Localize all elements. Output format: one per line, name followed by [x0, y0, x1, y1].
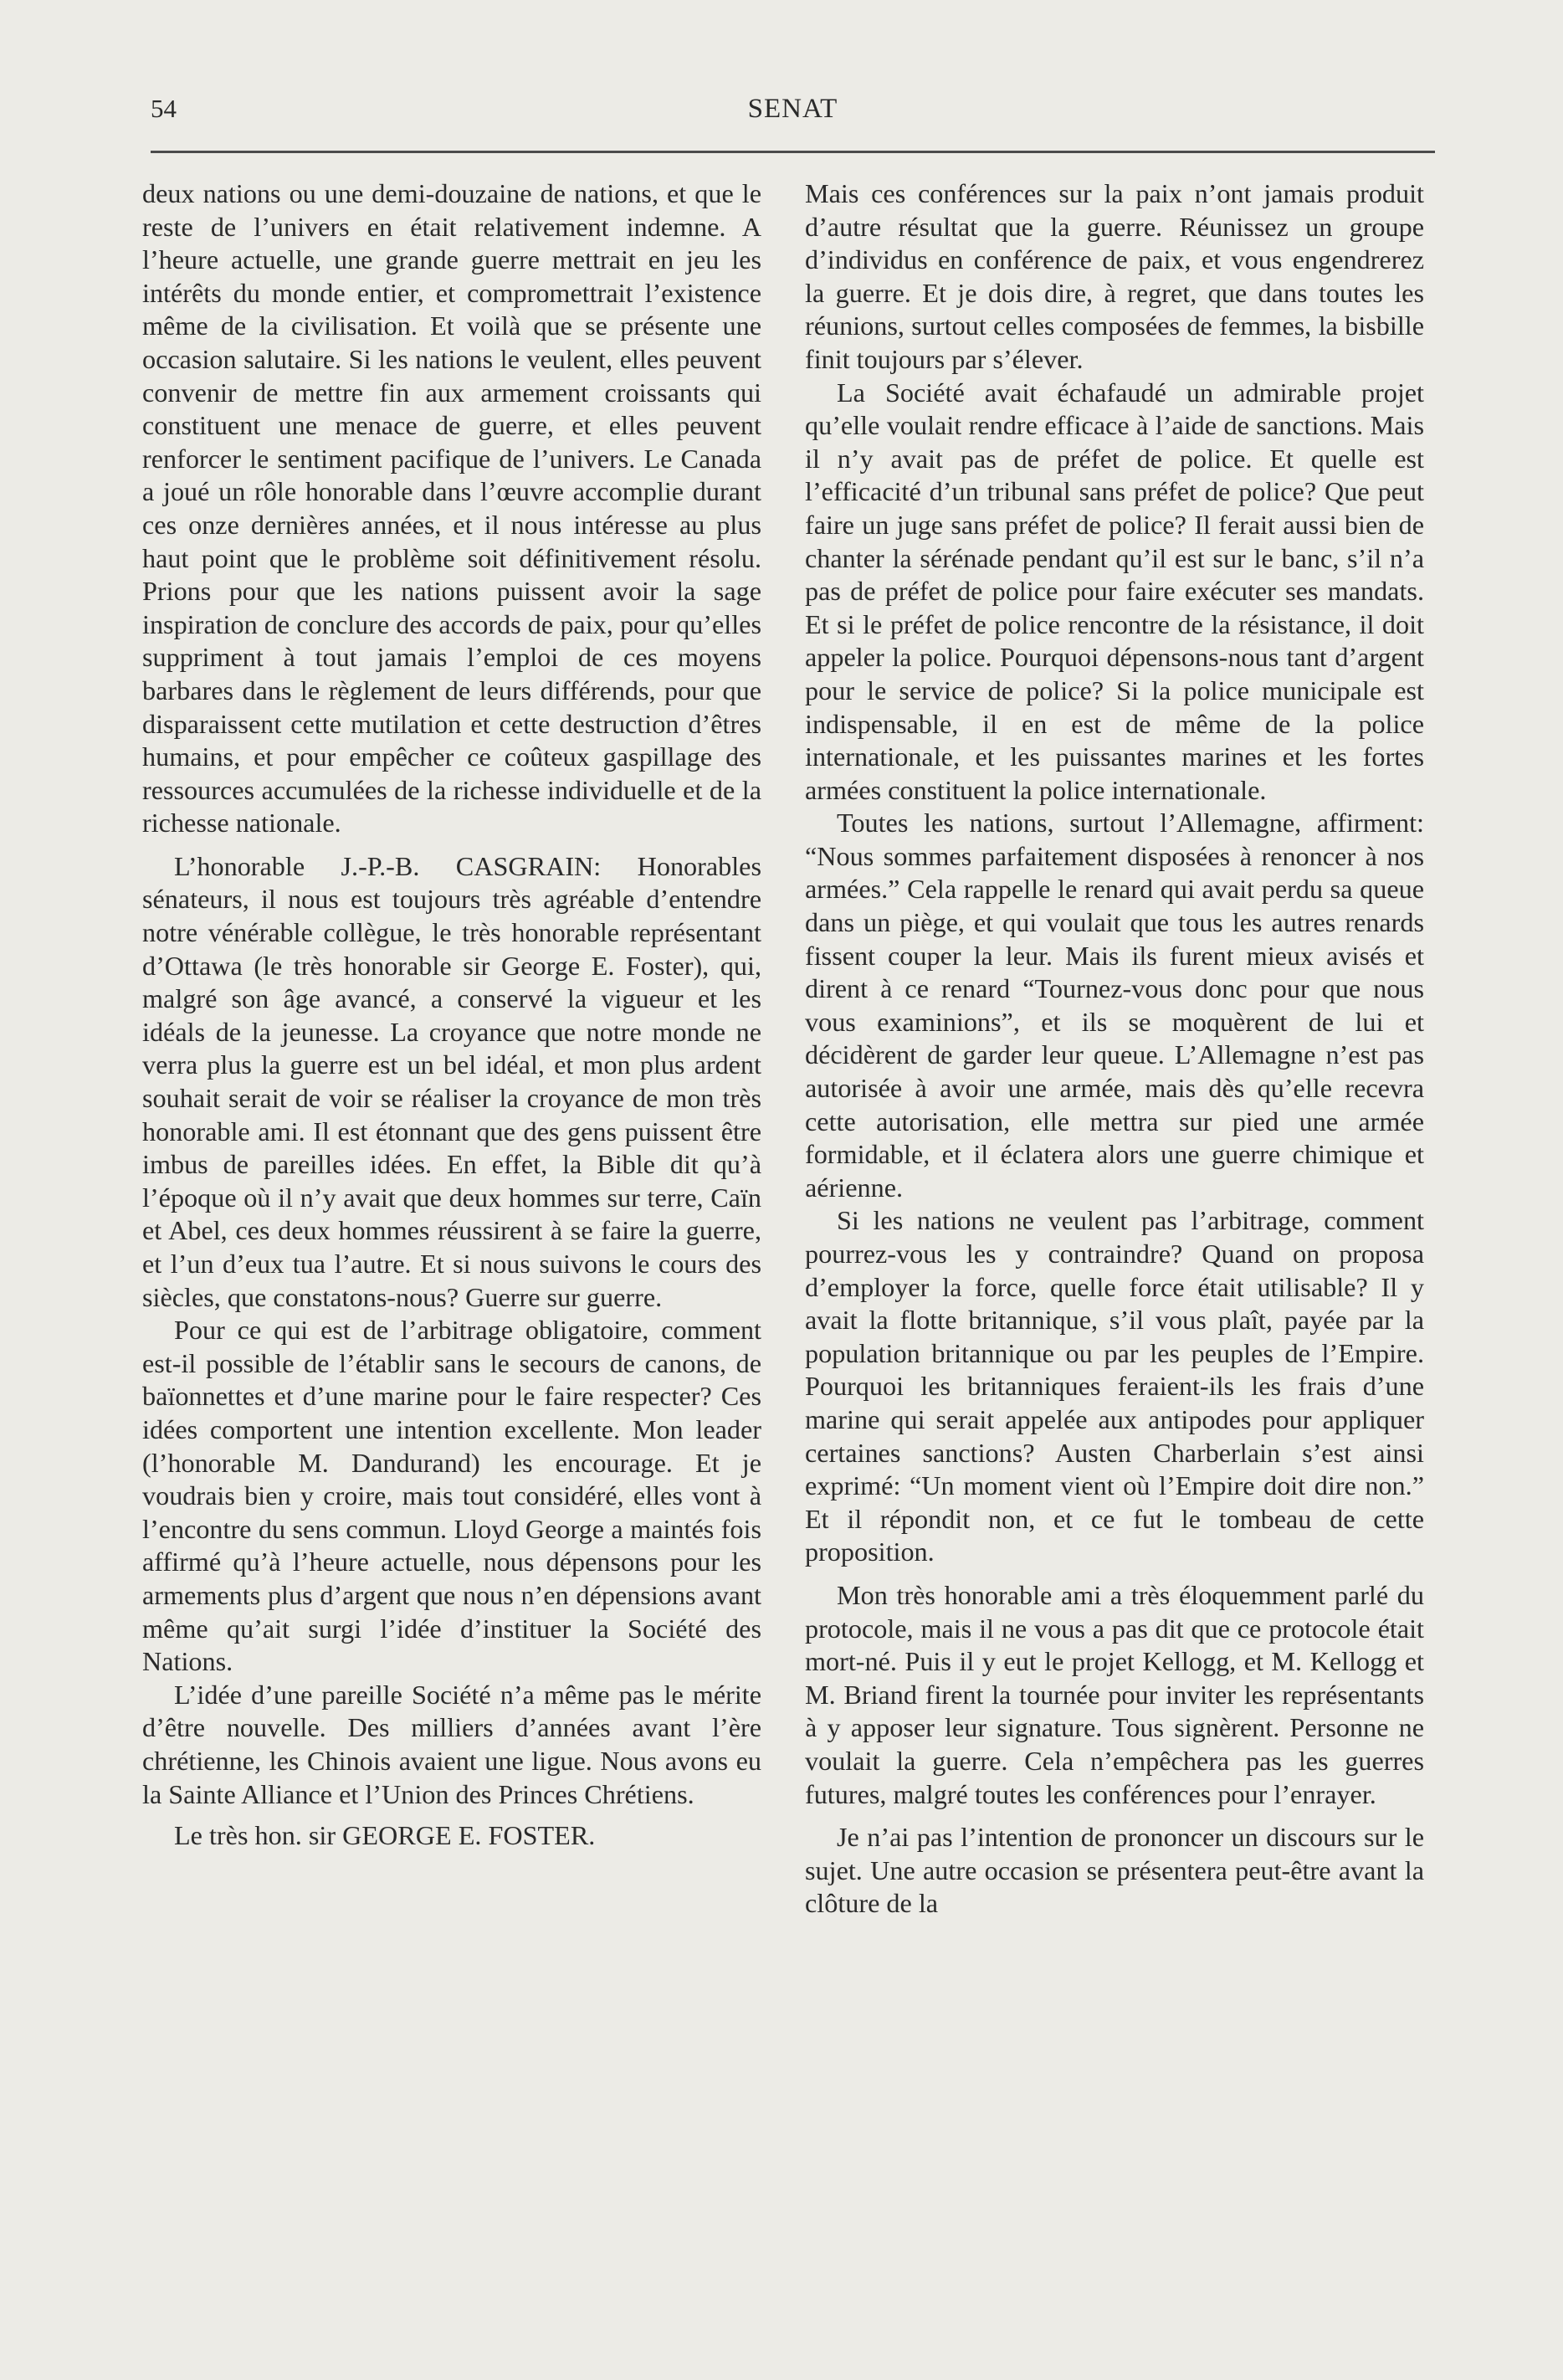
paragraph: deux nations ou une demi-douzaine de nations, et que le reste de l’univers en était relativement indemne. A l’heure actuelle, une grande guerre mettrait en jeu les intérêts du monde entier, et compromettrait l’existence même de la civilisation. Et voilà que se présente une occasion salutaire. Si les nations le veulent, elles peuvent convenir de mettre fin aux armement croissants qui constituent une menace de guerre, et elles peuvent renforcer le sentiment pacifique de l’univers. Le Canada a joué un rôle honorable dans l’œuvre accomplie durant ces onze dernières années, et il nous intéresse au plus haut point que le problème soit définitivement résolu. Prions pour que les nations puissent avoir la sage inspiration de conclure des accords de paix, pour qu’elles suppriment à tout jamais l’emploi de ces moyens barbares dans le règlement de leurs différends, pour que disparaissent cette mutilation et cette destruction d’êtres humains, et pour empêcher ce coûteux gaspillage des ressources accumulées de la richesse individuelle et de la richesse nationale.	[142, 178, 761, 839]
paragraph: Toutes les nations, surtout l’Allemagne, affirment: “Nous sommes parfaitement disposées à renoncer à nos armées.” Cela rappelle le renard qui avait perdu sa queue dans un piège, et qui voulait que tous les autres renards fissent couper la leur. Mais ils furent mieux avisés et dirent à ce renard “Tournez-vous donc pour que nous vous examinions”, et ils se moquèrent de lui et décidèrent de garder leur queue. L’Allemagne n’est pas autorisée à avoir une armée, mais dès qu’elle recevra cette autorisation, elle mettra sur pied une armée formidable, et il éclatera alors une guerre chimique et aérienne.	[805, 808, 1424, 1203]
paragraph: Je n’ai pas l’intention de prononcer un discours sur le sujet. Une autre occasion se présentera peut-être avant la clôture de la	[805, 1822, 1424, 1919]
paragraph: Mon très honorable ami a très éloquemment parlé du protocole, mais il ne vous a pas dit que ce protocole était mort-né. Puis il y eut le projet Kellogg, et M. Kellogg et M. Briand firent la tournée pour inviter les représentants à y apposer leur signature. Tous signèrent. Personne ne voulait la guerre. Cela n’empêchera pas les guerres futures, malgré toutes les conférences pour l’enrayer.	[805, 1579, 1424, 1809]
paragraph: Mais ces conférences sur la paix n’ont jamais produit d’autre résultat que la guerre. Réunissez un groupe d’individus en conférence de paix, et vous engendrerez la guerre. Et je dois dire, à regret, que dans toutes les réunions, surtout celles composées de femmes, la bisbille finit toujours par s’élever.	[805, 178, 1424, 374]
page-number: 54	[151, 94, 177, 123]
header-rule	[151, 151, 1435, 153]
paragraph: Si les nations ne veulent pas l’arbitrage, comment pourrez-vous les y contraindre? Quand on proposa d’employer la force, quelle force était utilisable? Il y avait la flotte britannique, s’il vous plaît, payée par la population britannique ou par les peuples de l’Empire. Pourquoi les britanniques feraient-ils les frais d’une marine qui serait appelée aux antipodes pour appliquer certaines sanctions? Austen Charberlain s’est ainsi exprimé: “Un moment vient où l’Empire doit dire non.” Et il répondit non, et ce fut le tombeau de cette proposition.	[805, 1205, 1424, 1567]
paragraph: L’idée d’une pareille Société n’a même pas le mérite d’être nouvelle. Des milliers d’années avant l’ère chrétienne, les Chinois avaient une ligue. Nous avons eu la Sainte Alliance et l’Union des Princes Chrétiens.	[142, 1679, 761, 1809]
running-title: SENAT	[747, 94, 838, 124]
paragraph: La Société avait échafaudé un admirable projet qu’elle voulait rendre efficace à l’aide de sanctions. Mais il n’y avait pas de préfet de police. Et quelle est l’efficacité d’un tribunal sans préfet de police? Que peut faire un juge sans préfet de police? Il ferait aussi bien de chanter la sérénade pendant qu’il est sur le banc, s’il n’a pas de préfet de police pour faire exécuter ses mandats. Et si le préfet de police rencontre de la résistance, il doit appeler la police. Pourquoi dépensons-nous tant d’argent pour le service de police? Si la police municipale est indispensable, il en est de même de la police internationale, et les puissantes marines et les fortes armées constituent la police internationale.	[805, 377, 1424, 805]
paragraph: L’honorable J.-P.-B. CASGRAIN: Honorables sénateurs, il nous est toujours très agréable d’entendre notre vénérable collègue, le très honorable représentant d’Ottawa (le très honorable sir George E. Foster), qui, malgré son âge avancé, a conservé la vigueur et les idéals de la jeunesse. La croyance que notre monde ne verra plus la guerre est un bel idéal, et mon plus ardent souhait serait de voir se réaliser la croyance de mon très honorable ami. Il est étonnant que des gens puissent être imbus de pareilles idées. En effet, la Bible dit qu’à l’époque où il n’y avait que deux hommes sur terre, Caïn et Abel, ces deux hommes réussirent à se faire la guerre, et l’un d’eux tua l’autre. Et si nous suivons le cours des siècles, que constatons-nous? Guerre sur guerre.	[142, 850, 761, 1312]
page-header	[151, 94, 1435, 136]
speaker-line: Le très hon. sir GEORGE E. FOSTER.	[174, 1820, 596, 1851]
right-column	[805, 177, 1424, 1921]
paragraph: Pour ce qui est de l’arbitrage obligatoire, comment est-il possible de l’établir sans le secours de canons, de baïonnettes et d’une marine pour le faire respecter? Ces idées comportent une intention excellente. Mon leader (l’honorable M. Dandurand) les encourage. Et je voudrais bien y croire, mais tout considéré, elles vont à l’encontre du sens commun. Lloyd George a maintés fois affirmé qu’à l’heure actuelle, nous dépensons pour les armements plus d’argent que nous n’en dépensions avant même qu’ait surgi l’idée d’instituer la Société des Nations.	[142, 1315, 761, 1677]
left-column	[142, 177, 761, 1853]
